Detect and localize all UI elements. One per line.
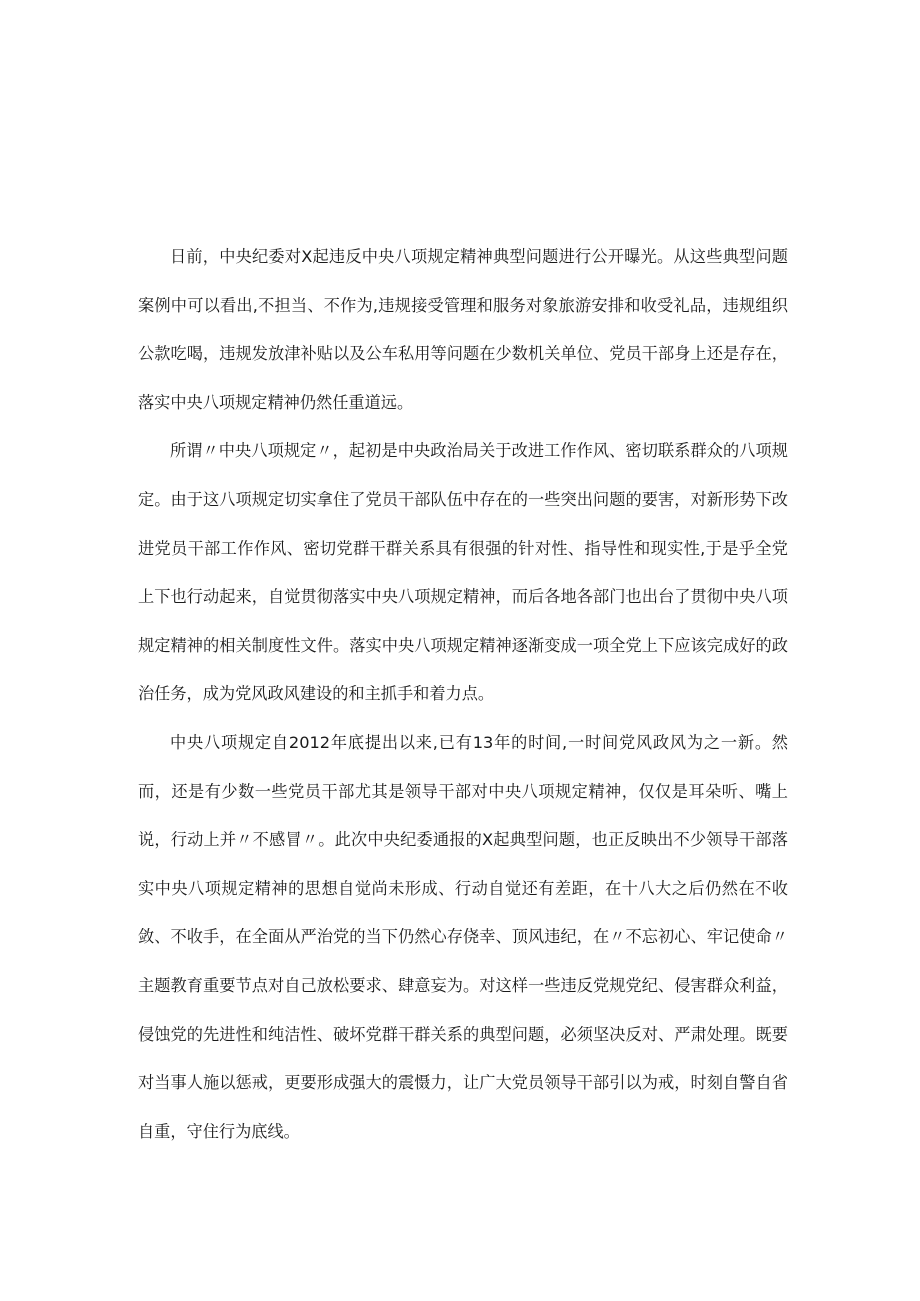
- paragraph-2: 所谓〃中央八项规定〃，起初是中央政治局关于改进工作作风、密切联系群众的八项规定。由于这八项规定切实拿住了党员干部队伍中存在的一些突出问题的要害，对新形势下改进党员干部工作作风、密切党群干群关系具有很强的针对性、指导性和现实性,于是乎全党上下也行动起来，自觉贯彻落实中央八项规定精神，而后各地各部门也出台了贯彻中央八项规定精神的相关制度性文件。落实中央八项规定精神逐渐变成一项全党上下应该完成好的政治任务，成为党风政风建设的和主抓手和着力点。: [138, 441, 788, 704]
- paragraph-3: 中央八项规定自2012年底提出以来,已有13年的时间,一时间党风政风为之一新。然而，还是有少数一些党员干部尤其是领导干部对中央八项规定精神，仅仅是耳朵听、嘴上说，行动上并〃不感冒〃。此次中央纪委通报的X起典型问题，也正反映出不少领导干部落实中央八项规定精神的思想自觉尚未形成、行动自觉还有差距，在十八大之后仍然在不收敛、不收手，在全面从严治党的当下仍然心存侥幸、顶风违纪，在〃不忘初心、牢记使命〃主题教育重要节点对自己放松要求、肆意妄为。对这样一些违反党规党纪、侵害群众利益，侵蚀党的先进性和纯洁性、破坏党群干群关系的典型问题，必须坚决反对、严肃处理。既要对当事人施以惩戒，更要形成强大的震慑力，让广大党员领导干部引以为戒，时刻自警自省自重，守住行为底线。: [138, 732, 788, 1141]
- paragraph-1: 日前，中央纪委对X起违反中央八项规定精神典型问题进行公开曝光。从这些典型问题案例中可以看出,不担当、不作为,违规接受管理和服务对象旅游安排和收受礼品，违规组织公款吃喝，违规发放津补贴以及公车私用等问题在少数机关单位、党员干部身上还是存在，落实中央八项规定精神仍然任重道远。: [138, 247, 788, 412]
- document-body: [138, 233, 788, 1156]
